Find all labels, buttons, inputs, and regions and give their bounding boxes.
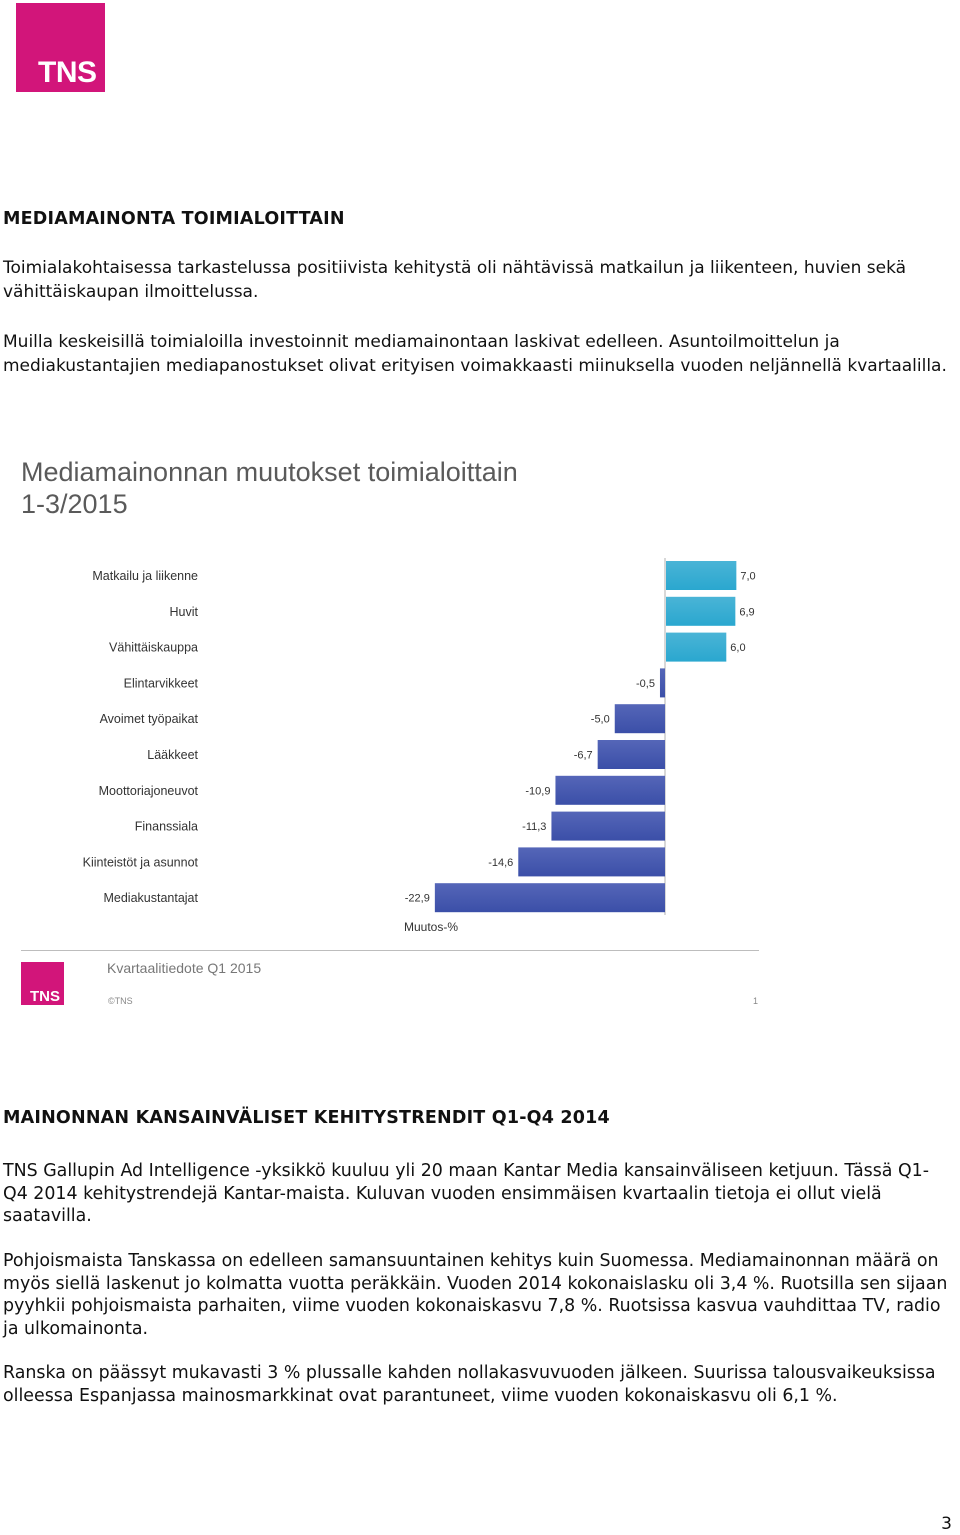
slide-footer-number: 1 — [753, 996, 759, 1006]
bar-5 — [598, 740, 665, 769]
paragraph-france-spain: Ranska on päässyt mukavasti 3 % plussalle kahden nollakasvuvuoden jälkeen. Suurissa talousvaikeuksissa olleessa Espanjassa mainosmarkkinat ovat parantuneet, viime vuoden kokonaiskasvu oli 6,1 %. — [3, 1363, 936, 1406]
value-label: -10,9 — [525, 785, 551, 798]
category-label: Moottoriajoneuvot — [98, 783, 198, 798]
slide-footer-copyright: ©TNS — [108, 996, 133, 1006]
category-label: Huvit — [169, 604, 198, 619]
paragraph-industry-overview: Toimialakohtaisessa tarkastelussa positiivista kehitystä oli nähtävissä matkailun ja liikenteen, huvien sekä vähittäiskaupan ilmoittelussa. — [3, 258, 907, 302]
category-label: Matkailu ja liikenne — [92, 569, 198, 583]
x-axis-label: Muutos-% — [404, 920, 459, 934]
category-label: Kiinteistöt ja asunnot — [82, 855, 198, 870]
paragraph-industry-decline: Muilla keskeisillä toimialoilla investoinnit mediamainontaan laskivat edelleen. Asuntoilmoittelun ja mediakustantajien mediapanostukset olivat erityisen voimakkaasti miinuksella vuoden neljännellä kvartaalilla. — [3, 332, 947, 376]
page-number: 3 — [941, 1514, 952, 1534]
bar-4 — [615, 704, 665, 733]
bar-7 — [551, 812, 665, 841]
value-label: -6,7 — [573, 749, 593, 762]
value-label: -22,9 — [404, 892, 430, 905]
category-label: Vähittäiskauppa — [109, 640, 198, 655]
tns-logo-small — [21, 962, 64, 1005]
slide-footer-title: Kvartaalitiedote Q1 2015 — [107, 960, 262, 976]
bar-3 — [660, 668, 665, 697]
category-label: Mediakustantajat — [103, 891, 198, 906]
chart-title: Mediamainonnan muutokset toimialoittain 1-3/2015 — [21, 457, 518, 519]
value-label: 6,9 — [739, 606, 755, 619]
chart-slide — [0, 440, 780, 1020]
value-label: -5,0 — [590, 713, 610, 726]
value-label: -14,6 — [488, 856, 514, 869]
value-label: -11,3 — [522, 821, 547, 834]
tns-logo-small-text: TNS — [30, 988, 60, 1005]
tns-logo-text: TNS — [38, 56, 97, 89]
paragraph-nordics: Pohjoismaista Tanskassa on edelleen samansuuntainen kehitys kuin Suomessa. Mediamainonnan määrä on myös siellä laskenut jo kolmatta vuotta peräkkäin. Vuoden 2014 kokonaislasku oli 3,4 %. Ruotsilla sen sijaan pyyhkii pohjoismaista parhaiten, viime vuoden kokonaiskasvu 7,8 %. Ruotsissa kasvua vauhdittaa TV, radio ja ulkomainonta. — [3, 1251, 948, 1339]
bar-2 — [666, 633, 726, 662]
bar-1 — [666, 597, 735, 626]
bar-0 — [666, 561, 736, 590]
section-heading-international-trends: MAINONNAN KANSAINVÄLISET KEHITYSTRENDIT Q1-Q4 2014 — [3, 1108, 610, 1128]
bar-6 — [555, 776, 665, 805]
section-heading-media-advertising: MEDIAMAINONTA TOIMIALOITTAIN — [3, 209, 345, 229]
category-label: Finanssiala — [134, 819, 198, 834]
value-label: 7,0 — [740, 570, 756, 583]
category-label: Avoimet työpaikat — [99, 712, 198, 727]
tns-logo — [16, 3, 105, 92]
bar-9 — [435, 883, 665, 912]
paragraph-kantar-network: TNS Gallupin Ad Intelligence -yksikkö kuuluu yli 20 maan Kantar Media kansainväliseen ketjuun. Tässä Q1-Q4 2014 kehitystrendejä Kantar-maista. Kuluvan vuoden ensimmäisen kvartaalin tietoja ei ollut vielä saatavilla. — [3, 1161, 929, 1226]
bar-chart — [0, 440, 780, 950]
category-label: Lääkkeet — [147, 748, 198, 762]
value-label: 6,0 — [730, 642, 746, 655]
slide-divider — [21, 950, 759, 951]
bar-8 — [518, 847, 665, 876]
value-label: -0,5 — [636, 677, 655, 690]
category-label: Elintarvikkeet — [123, 676, 198, 691]
